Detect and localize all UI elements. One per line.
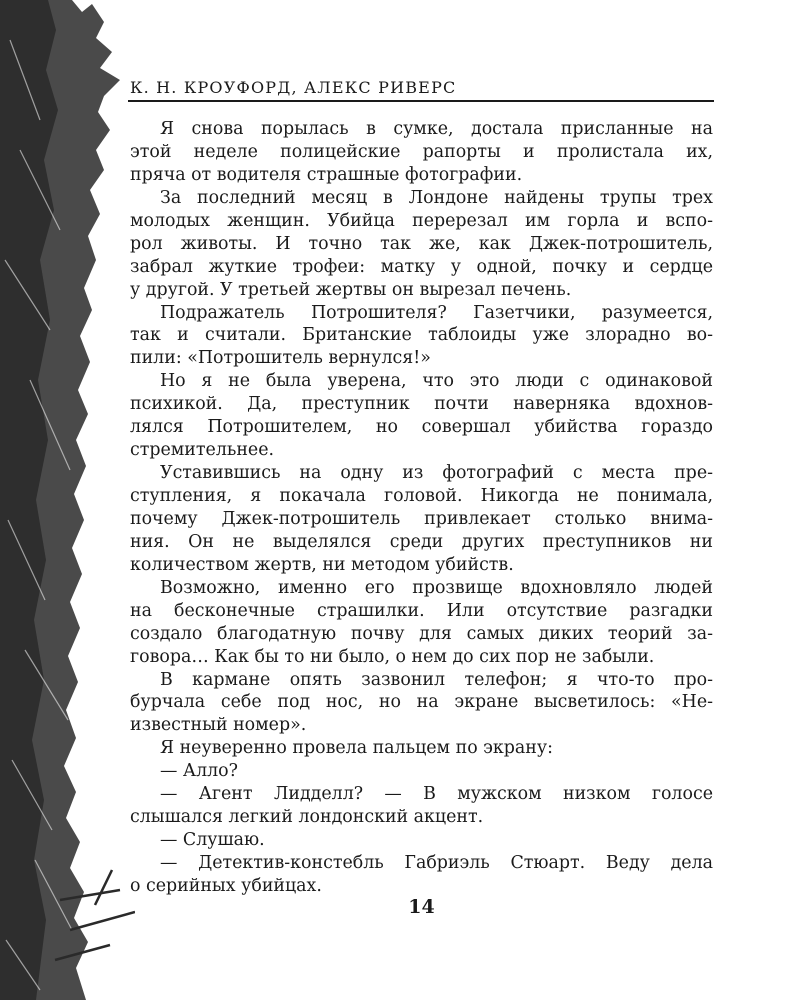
text-line: бурчала себе под нос, но на экране высветилось: «Не-	[130, 692, 713, 713]
text-line: В кармане опять зазвонил телефон; я что-то про-	[160, 669, 713, 690]
text-line: ния. Он не выделялся среди других преступников ни	[130, 531, 713, 552]
text-line: слышался легкий лондонский акцент.	[130, 807, 484, 828]
text-line: — Детектив-констебль Габриэль Стюарт. Веду дела	[160, 853, 713, 873]
running-head	[128, 70, 714, 102]
text-line: лялся Потрошителем, но совершал убийства гораздо	[130, 417, 713, 438]
text-line: почему Джек-потрошитель привлекает столько внима-	[130, 508, 713, 529]
text-line: известный номер».	[130, 715, 307, 736]
text-line: Я неуверенно провела пальцем по экрану:	[160, 738, 553, 759]
text-line: количеством жертв, ни методом убийств.	[130, 554, 514, 575]
text-line: — Слушаю.	[160, 830, 265, 851]
text-line: Возможно, именно его прозвище вдохновляло людей	[160, 577, 713, 598]
text-line: забрал жуткие трофеи: матку у одной, почку и сердце	[130, 256, 713, 277]
text-line: пили: «Потрошитель вернулся!»	[130, 348, 431, 369]
text-line: Но я не была уверена, что это люди с одинаковой	[160, 371, 713, 392]
text-line: рол животы. И точно так же, как Джек-потрошитель,	[130, 233, 713, 254]
running-head-text: К. Н. КРОУФОРД, АЛЕКС РИВЕРС	[130, 78, 457, 97]
text-line: на бесконечные страшилки. Или отсутствие разгадки	[130, 600, 713, 621]
text-line: Я снова порылась в сумке, достала присланные на	[160, 119, 713, 139]
text-line: у другой. У третьей жертвы он вырезал печень.	[130, 279, 572, 300]
text-line: — Алло?	[160, 761, 238, 782]
text-line: Уставившись на одну из фотографий с места пре-	[160, 463, 713, 484]
text-line: стремительнее.	[130, 440, 275, 461]
text-line: так и считали. Британские таблоиды уже злорадно во-	[130, 325, 713, 346]
text-line: — Агент Лидделл? — В мужском низком голосе	[160, 784, 713, 805]
torn-dark-edge	[0, 0, 120, 1000]
text-line: говора… Как бы то ни было, о нем до сих пор не забыли.	[130, 646, 655, 667]
grunge-border-decoration	[0, 0, 135, 1000]
text-line: психикой. Да, преступник почти наверняка вдохнов-	[130, 394, 713, 415]
text-line: молодых женщин. Убийца перерезал им горла и вспо-	[130, 210, 713, 231]
body-text	[130, 118, 713, 898]
text-line: За последний месяц в Лондоне найдены трупы трех	[160, 187, 713, 208]
text-line: о серийных убийцах.	[130, 875, 322, 896]
text-line: пряча от водителя страшные фотографии.	[130, 164, 523, 185]
text-line: ступления, я покачала головой. Никогда не понимала,	[130, 486, 713, 506]
text-line: создало благодатную почву для самых диких теорий за-	[130, 623, 713, 644]
page-number: 14	[408, 896, 435, 918]
text-line: Подражатель Потрошителя? Газетчики, разумеется,	[160, 302, 713, 323]
text-line: этой неделе полицейские рапорты и пролистала их,	[130, 141, 713, 162]
